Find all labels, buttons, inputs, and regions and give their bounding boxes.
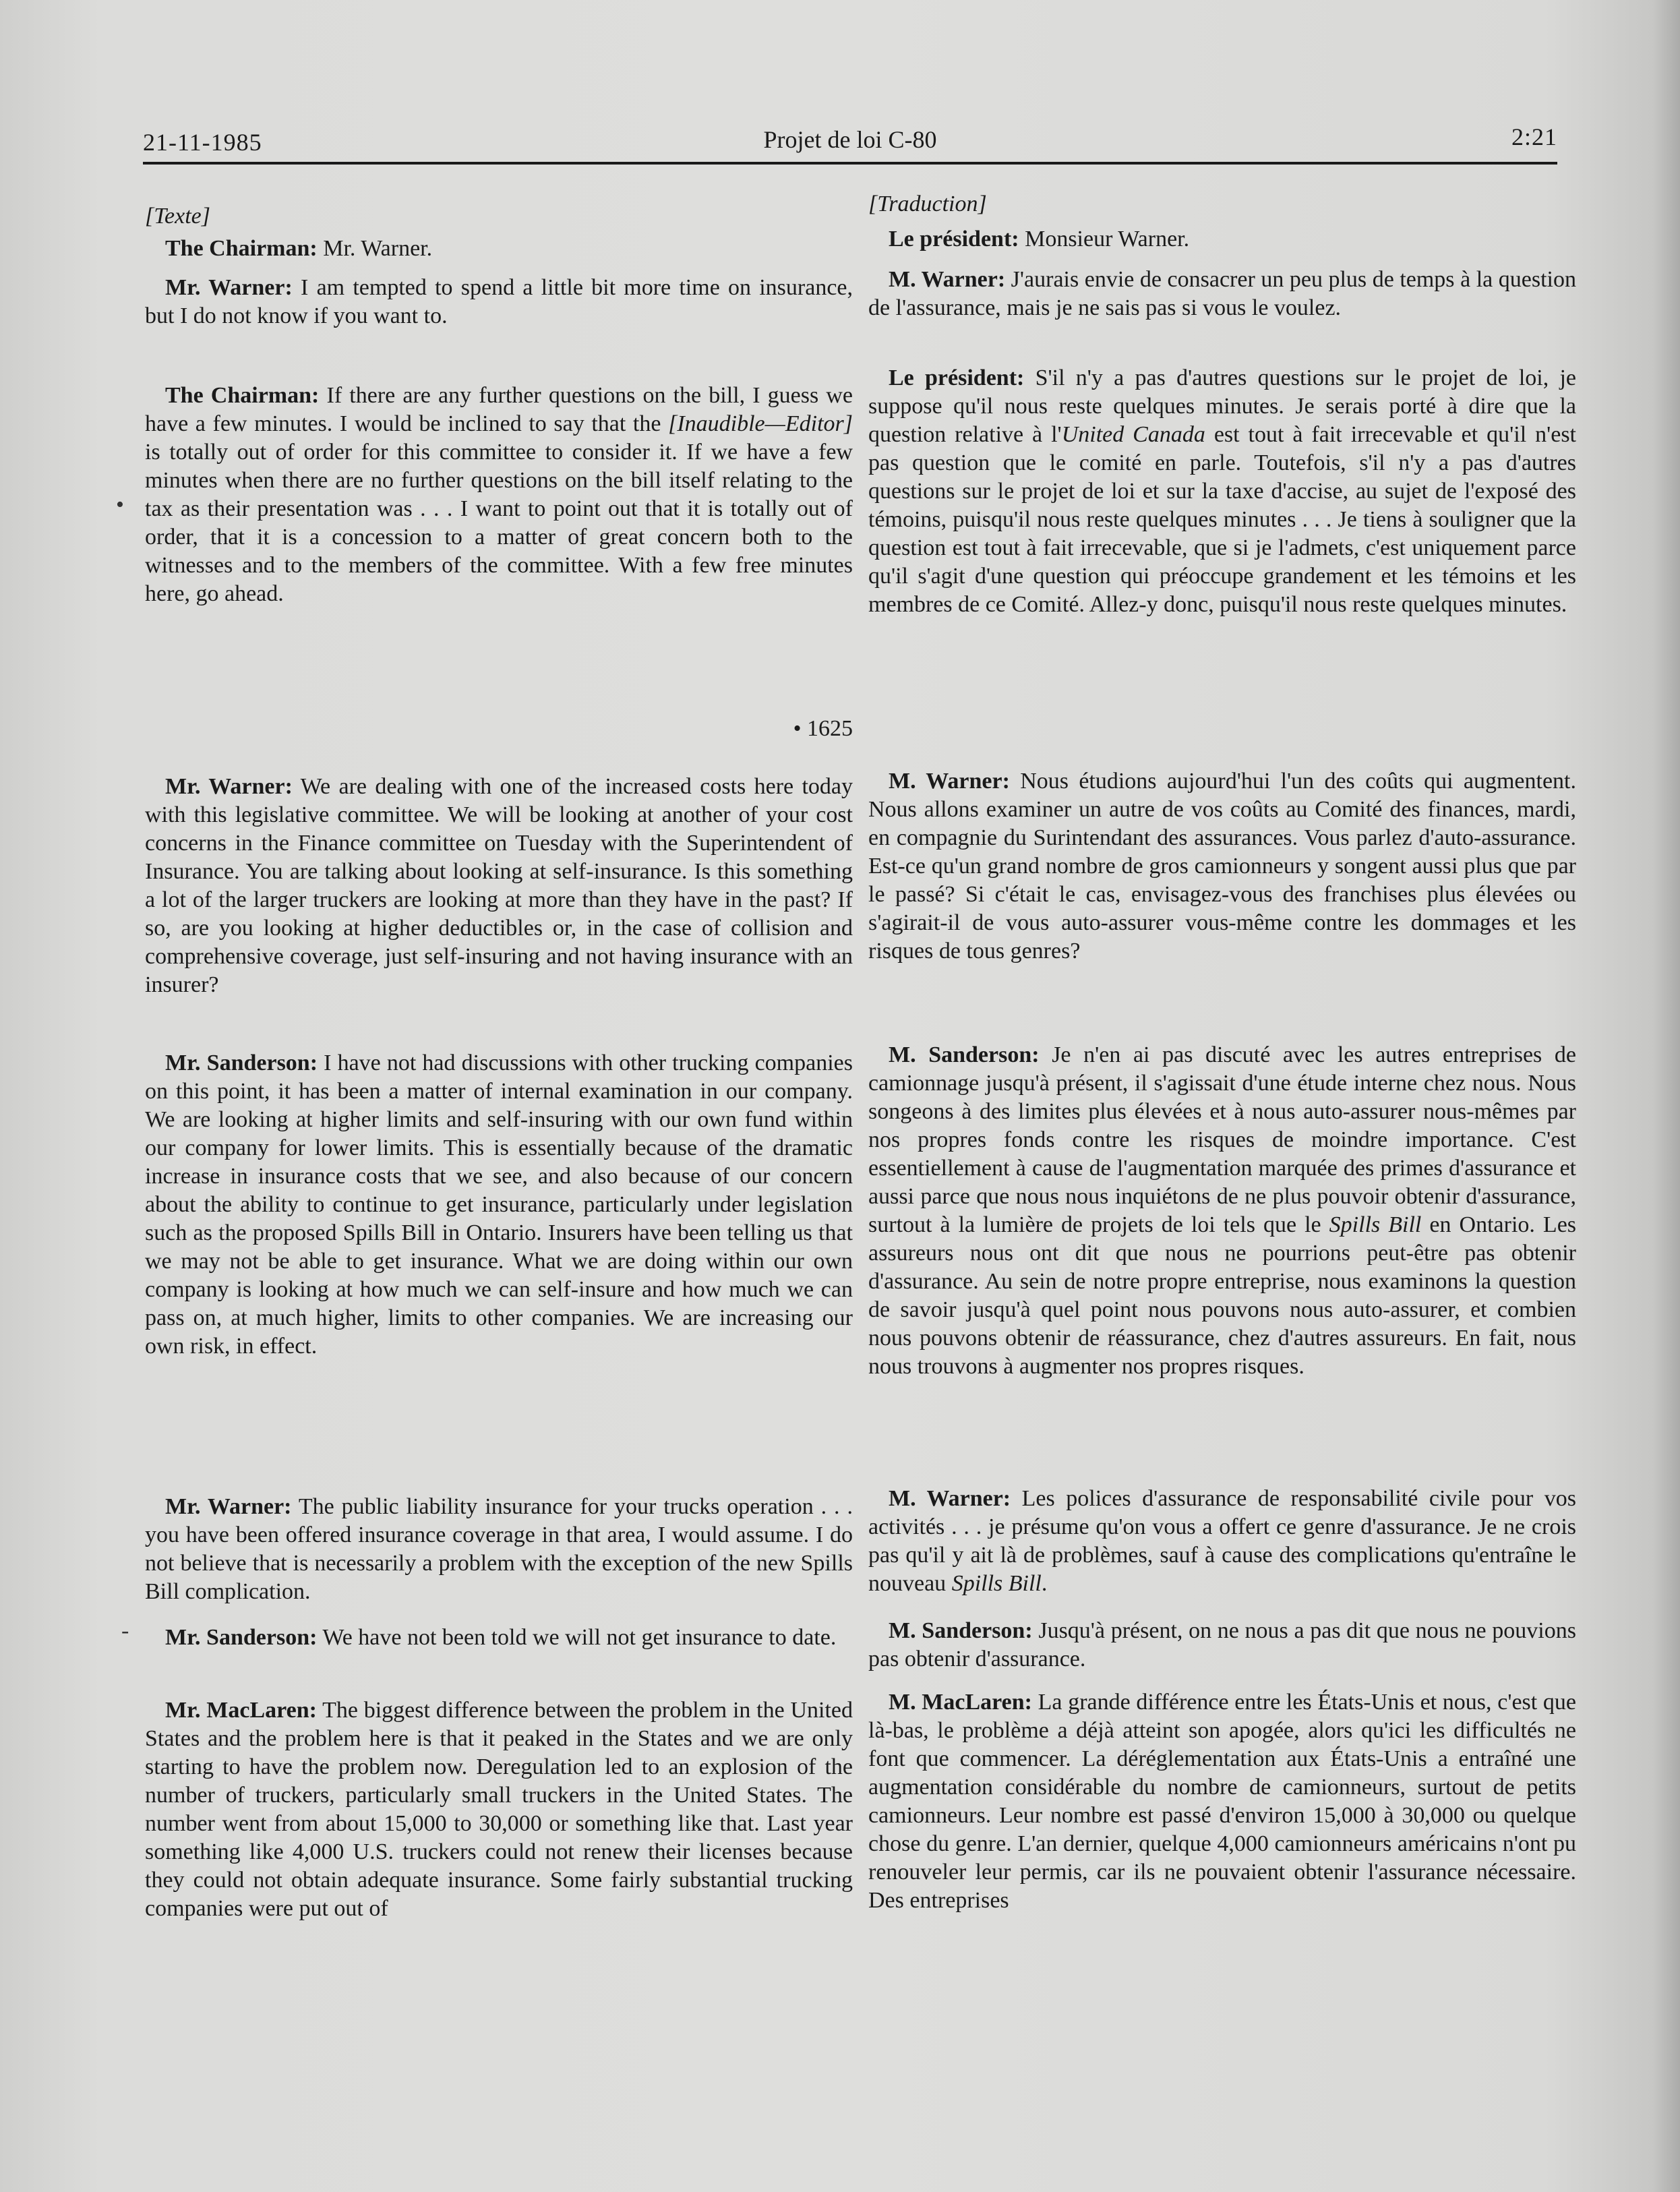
timestamp: • 1625 xyxy=(793,716,853,741)
french-speech-6 xyxy=(868,1485,1576,1598)
speaker-name: Mr. Warner: xyxy=(165,275,293,300)
english-speech-1 xyxy=(145,235,853,263)
speaker-name: Mr. Sanderson: xyxy=(165,1050,318,1075)
margin-mark: • xyxy=(116,492,124,517)
header-title: Projet de loi C-80 xyxy=(763,126,937,153)
french-speech-5 xyxy=(868,1041,1576,1381)
speech-text: Les polices d'assurance de responsabilité civile pour vos activités . . . je présume qu'on vous a offert ce genre d'assurance. Je ne crois pas qu'il y ait là de problèmes, sauf à cause des complications qu'entraîne le nouveau xyxy=(868,1486,1576,1596)
french-speech-2 xyxy=(868,266,1576,322)
speech-italic: [Inaudible—Editor] xyxy=(668,411,853,436)
speaker-name: M. Warner: xyxy=(889,1486,1011,1511)
french-speech-3 xyxy=(868,364,1576,619)
speech-text: Mr. Warner. xyxy=(317,236,433,261)
english-speech-7 xyxy=(145,1624,853,1652)
speech-text: Je n'en ai pas discuté avec les autres entreprises de camionnage jusqu'à présent, il s'agissait d'une étude interne chez nous. Nous songeons à des limites plus élevées et à nous auto-assurer nous-mêmes par nos propres fonds contre les risques de moindre importance. C'est essentiellement à cause de l'augmentation marquée des primes d'assurance et aussi parce que nous nous inquiétons de ne plus pouvoir obtenir d'assurance, surtout à la lumière de projets de loi tels que le xyxy=(868,1042,1576,1237)
speech-text: If there are any further questions on the bill, I guess we have a few minutes. I would be inclined to say that the xyxy=(145,383,853,436)
french-column xyxy=(868,190,1576,2024)
english-speech-4 xyxy=(145,773,853,999)
speaker-name: M. Sanderson: xyxy=(889,1042,1040,1067)
speech-text: . xyxy=(1041,1571,1048,1596)
english-speech-3 xyxy=(145,382,853,608)
english-timestamp-block xyxy=(145,715,853,743)
french-speech-1 xyxy=(868,225,1576,254)
speech-text: est tout à fait irrecevable et qu'il n'est pas question que le comité en parle. Toutefois, s'il n'y a pas d'autres questions sur le projet de loi et sur la taxe d'accise, au sujet de l'exposé des témoins, puisqu'il nous reste quelques minutes . . . Je tiens à souligner que la question est tout à fait irrecevable, que si je l'admets, c'est uniquement parce qu'il s'agit d'une question qui préoccupe grandement et les témoins et les membres de ce Comité. Allez-y donc, puisqu'il nous reste quelques minutes. xyxy=(868,422,1577,617)
french-tag: Traduction xyxy=(877,191,978,216)
english-tag-block: [Texte] xyxy=(145,204,210,229)
speaker-name: M. Warner: xyxy=(889,267,1006,292)
speech-text: J'aurais envie de consacrer un peu plus de temps à la question de l'assurance, mais je ne sais pas si vous le voulez. xyxy=(868,267,1576,320)
speech-italic: United Canada xyxy=(1061,422,1205,447)
header-page-number: 2:21 xyxy=(1511,123,1557,150)
speech-text: Jusqu'à présent, on ne nous a pas dit que nous ne pouvions pas obtenir d'assurance. xyxy=(868,1618,1576,1671)
speaker-name: The Chairman: xyxy=(165,383,320,408)
speaker-name: Le président: xyxy=(889,365,1025,390)
english-speech-8 xyxy=(145,1696,853,1923)
english-tag: Texte xyxy=(154,204,202,229)
speech-text: I have not had discussions with other trucking companies on this point, it has been a matter of internal examination in our company. We are looking at higher limits and self-insuring with our own fund within our company for lower limits. This is essentially because of the dramatic increase in insurance costs that we see, and also because of our concern about the ability to continue to get insurance, particularly under legislation such as the proposed Spills Bill in Ontario. Insurers have been telling us that we may not be able to get insurance. What we are doing within our own company is looking at how much we can self-insure and how much we can pass on, at much higher, limits to other companies. We are increasing our own risk, in effect. xyxy=(145,1050,853,1359)
english-column xyxy=(145,202,853,2023)
french-tag-block: [Traduction] xyxy=(868,191,987,216)
speech-text: en Ontario. Les assureurs nous ont dit que nous ne pourrions peut-être pas obtenir d'assurance. Au sein de notre propre entreprise, nous examinons la question de savoir jusqu'à quel point nous pouvons nous auto-assurer, et combien nous pouvons obtenir de réassurance, chez d'autres assureurs. En fait, nous nous trouvons à augmenter nos propres risques. xyxy=(868,1212,1577,1379)
speech-text: La grande différence entre les États-Unis et nous, c'est que là-bas, le problème a déjà atteint son apogée, alors qu'ici les difficultés ne font que commencer. La déréglementation aux États-Unis a entraîné une augmentation considérable du nombre de camionneurs, surtout de petits camionneurs. Leur nombre est passé d'environ 15,000 à 30,000 ou quelque chose du genre. L'an dernier, quelque 4,000 camionneurs américains n'ont pu renouveler leur permis, car ils ne pouvaient obtenir l'assurance nécessaire. Des entreprises xyxy=(868,1690,1576,1913)
french-speech-8 xyxy=(868,1688,1576,1915)
speech-italic: Spills Bill xyxy=(951,1571,1042,1596)
speaker-name: Mr. MacLaren: xyxy=(165,1698,317,1723)
speaker-name: M. Sanderson: xyxy=(889,1618,1033,1643)
english-speech-2 xyxy=(145,274,853,330)
header-rule xyxy=(143,162,1557,165)
speaker-name: Mr. Warner: xyxy=(165,1494,292,1519)
speaker-name: The Chairman: xyxy=(165,236,318,261)
speech-text: The public liability insurance for your trucks operation . . . you have been offered insurance coverage in that area, I would assume. I do not believe that is necessarily a problem with the exception of the new Spills Bill complication. xyxy=(145,1494,853,1604)
running-header xyxy=(143,120,1557,160)
french-speech-4 xyxy=(868,767,1576,966)
english-speech-6 xyxy=(145,1493,853,1606)
speaker-name: Le président: xyxy=(889,227,1019,251)
speech-text: We have not been told we will not get insurance to date. xyxy=(317,1625,837,1650)
page-edge-shadow xyxy=(1653,0,1680,2192)
speaker-name: M. Warner: xyxy=(889,769,1010,794)
margin-mark: - xyxy=(121,1618,129,1643)
speech-text: S'il n'y a pas d'autres questions sur le projet de loi, je suppose qu'il nous reste quelques minutes. Je serais porté à dire que la question relative à l' xyxy=(868,365,1576,447)
speech-text: is totally out of order for this committee to consider it. If we have a few minutes when there are no further questions on the bill itself relating to the tax as their presentation was . . . I want to point out that it is totally out of order, that it is a concession to a matter of great concern both to the witnesses and to the members of the committee. With a few free minutes here, go ahead. xyxy=(145,440,853,606)
speaker-name: Mr. Warner: xyxy=(165,774,293,799)
french-speech-7 xyxy=(868,1617,1576,1673)
speech-text: The biggest difference between the problem in the United States and the problem here is that it peaked in the States and we are only starting to have the problem now. Deregulation led to an explosion of the number of truckers, particularly small truckers in the United States. The number went from about 15,000 to 30,000 or something like that. Last year something like 4,000 U.S. truckers could not renew their licenses because they could not obtain adequate insurance. Some fairly substantial trucking companies were put out of xyxy=(145,1698,853,1921)
speech-text: Monsieur Warner. xyxy=(1019,227,1190,251)
speaker-name: M. MacLaren: xyxy=(889,1690,1032,1715)
header-date: 21-11-1985 xyxy=(143,129,262,156)
speech-text: We are dealing with one of the increased costs here today with this legislative committee. We will be looking at another of your cost concerns in the Finance committee on Tuesday with the Superintendent of Insurance. You are talking about looking at self-insurance. Is this something a lot of the larger truckers are looking at more than they have in the past? If so, are you looking at higher deductibles or, in the case of collision and comprehensive coverage, just self-insuring and not having insurance with an insurer? xyxy=(145,774,853,997)
speech-italic: Spills Bill xyxy=(1329,1212,1422,1237)
speaker-name: Mr. Sanderson: xyxy=(165,1625,318,1650)
english-speech-5 xyxy=(145,1049,853,1361)
speech-text: Nous étudions aujourd'hui l'un des coûts qui augmentent. Nous allons examiner un autre de vos coûts au Comité des finances, mardi, en compagnie du Surintendant des assurances. Vous parlez d'auto-assurance. Est-ce qu'un grand nombre de gros camionneurs y songent aussi plus que par le passé? Si c'était le cas, envisagez-vous des franchises plus élevées ou s'agirait-il de vous auto-assurer vous-même contre les dommages et les risques de tous genres? xyxy=(868,769,1577,964)
speech-text: I am tempted to spend a little bit more time on insurance, but I do not know if you want to. xyxy=(145,275,853,328)
